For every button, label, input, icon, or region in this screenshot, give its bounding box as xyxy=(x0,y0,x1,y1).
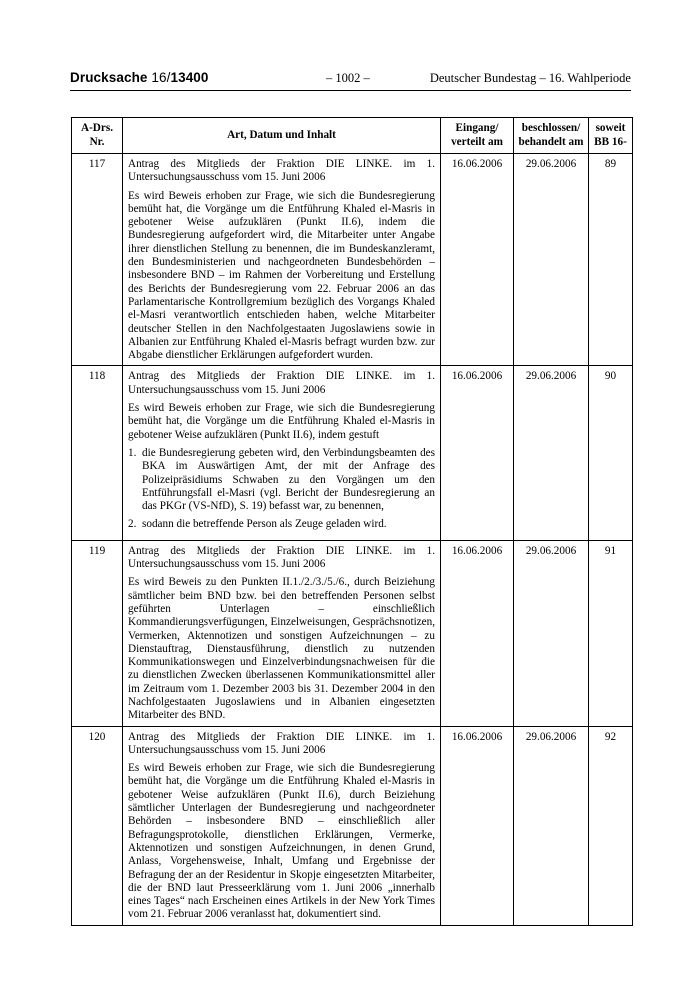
row-received: 16.06.2006 xyxy=(441,154,514,366)
row-title: Antrag des Mitglieds der Fraktion DIE LINKE. im 1. Untersuchungsausschuss vom 15. Juni 2006 xyxy=(128,544,435,571)
drucksache-label: Drucksache xyxy=(70,70,148,85)
drucksache-prefix: 16/ xyxy=(151,70,171,85)
table-row xyxy=(72,366,633,540)
row-content xyxy=(123,540,441,726)
row-received: 16.06.2006 xyxy=(441,366,514,540)
header-content: Art, Datum und Inhalt xyxy=(123,118,441,154)
row-received: 16.06.2006 xyxy=(441,540,514,726)
list-item: 1. die Bundesregierung gebeten wird, den Verbindungsbeamten des BKA im Auswärtigen Amt, der mit der Anfrage des Polizeipräsidiums Schwaben zu den Vorgängen um den Entführungsfall el-Masri (vgl. Bericht der Bundesregierung an das PKGr (VS-NfD), S. 19) befasst war, zu benennen, xyxy=(128,446,435,513)
row-nr: 119 xyxy=(72,540,123,726)
header-decided: beschlossen/ behandelt am xyxy=(514,118,589,154)
table-row xyxy=(72,726,633,925)
table-header-row xyxy=(72,118,633,154)
row-content xyxy=(123,154,441,366)
table-row xyxy=(72,540,633,726)
row-decided: 29.06.2006 xyxy=(514,154,589,366)
page-number: – 1002 – xyxy=(326,71,370,85)
row-bb: 92 xyxy=(589,726,633,925)
drucksache-id: 13400 xyxy=(170,70,209,85)
header-received: Eingang/ verteilt am xyxy=(441,118,514,154)
row-received: 16.06.2006 xyxy=(441,726,514,925)
row-content xyxy=(123,726,441,925)
row-bb: 89 xyxy=(589,154,633,366)
documents-table xyxy=(71,117,633,926)
row-list xyxy=(128,447,435,532)
publisher: Deutscher Bundestag – 16. Wahlperiode xyxy=(429,71,631,85)
header-nr: A-Drs. Nr. xyxy=(72,118,123,154)
row-title: Antrag des Mitglieds der Fraktion DIE LINKE. im 1. Untersuchungsausschuss vom 15. Juni 2006 xyxy=(128,370,435,396)
row-nr: 120 xyxy=(72,726,123,925)
row-body: Es wird Beweis erhoben zur Frage, wie sich die Bundesregierung bemüht hat, die Vorgänge um die Entführung Khaled el-Masris in gebotener Weise aufzuklären (Punkt II.6), indem gestuft xyxy=(128,402,435,441)
drucksache-number xyxy=(70,70,209,85)
row-decided: 29.06.2006 xyxy=(514,726,589,925)
row-nr: 118 xyxy=(72,366,123,540)
table-row xyxy=(72,154,633,366)
header-bb: soweit BB 16- xyxy=(589,118,633,154)
list-item: 2. sodann die betreffende Person als Zeuge geladen wird. xyxy=(128,518,387,531)
row-decided: 29.06.2006 xyxy=(514,540,589,726)
row-title: Antrag des Mitglieds der Fraktion DIE LINKE. im 1. Untersuchungsausschuss vom 15. Juni 2006 xyxy=(128,158,435,184)
row-decided: 29.06.2006 xyxy=(514,366,589,540)
row-nr: 117 xyxy=(72,154,123,366)
row-body: Es wird Beweis erhoben zur Frage, wie sich die Bundesregierung bemüht hat, die Vorgänge um die Entführung Khaled el-Masris in gebotener Weise aufzuklären (Punkt II.6), durch Beiziehung sämtlicher Unterlagen der Bundesregierung und nachgeordneter Behörden – insbesondere BND – einschließlich aller Befragungsprotokolle, dienstlichen Erklärungen, Vermerke, Aktennotizen und sonstigen Aufzeichnungen, in denen Grund, Anlass, Vorgehensweise, Inhalt, Umfang und Ergebnisse der Befragung der an der Residentur in Skopje eingesetzten Mitarbeiter, die der BND laut Presseerklärung vom 1. Juni 2006 „innerhalb eines Tages“ nach Erscheinen eines Artikels in der New York Times vom 21. Februar 2006 veranlasst hat, dokumentiert sind. xyxy=(128,762,435,921)
row-title: Antrag des Mitglieds der Fraktion DIE LINKE. im 1. Untersuchungsausschuss vom 15. Juni 2006 xyxy=(128,730,435,756)
row-body: Es wird Beweis erhoben zur Frage, wie sich die Bundesregierung bemüht hat, die Vorgänge um die Entführung Khaled el-Masris in gebotener Weise aufzuklären (Punkt II.6), indem die Bundesregierung aufgefordert wird, die Mitarbeiter unter Angabe ihrer dienstlichen Stellung zu benennen, die im Bundeskanzleramt, den Bundesministerien und nachgeordneten Bundesbehörden – insbesondere BND – im Rahmen der Vorbereitung und Erstellung des Berichts der Bundesregierung vom 22. Februar 2006 an das Parlamentarische Kontrollgremium bezüglich des Vorgangs Khaled el-Masri verantwortlich entschieden haben, welche Mitarbeiter deutscher Stellen in den Nachfolgestaaten Jugoslawiens sowie in Albanien zur Entführung Khaled el-Masris befragt wurden bzw. zur Abgabe dienstlicher Erklärungen aufgefordert wurden. xyxy=(128,189,435,362)
row-content xyxy=(123,366,441,540)
row-bb: 91 xyxy=(589,540,633,726)
row-body: Es wird Beweis zu den Punkten II.1./2./3./5./6., durch Beiziehung sämtlicher beim BND bzw. bei den betreffenden Personen selbst geführten Unterlagen – einschließlich Kommandierungsverfügungen, Einzelweisungen, Gesprächsnotizen, Vermerken, Aktennotizen und sonstigen Aufzeichnungen – zu Dienstauftrag, Dienstausführung, dienstlich zu nutzenden Kommunikationswegen und Einzelverbindungsnachweisen für die zu dienstlichen Zwecken überlassenen Kommunikationsmittel aller im Zeitraum vom 1. Dezember 2003 bis 31. Dezember 2004 in den Nachfolgestaaten Jugoslawiens und in Albanien eingesetzten Mitarbeiter des BND. xyxy=(128,576,435,722)
row-bb: 90 xyxy=(589,366,633,540)
page-header xyxy=(70,70,631,91)
